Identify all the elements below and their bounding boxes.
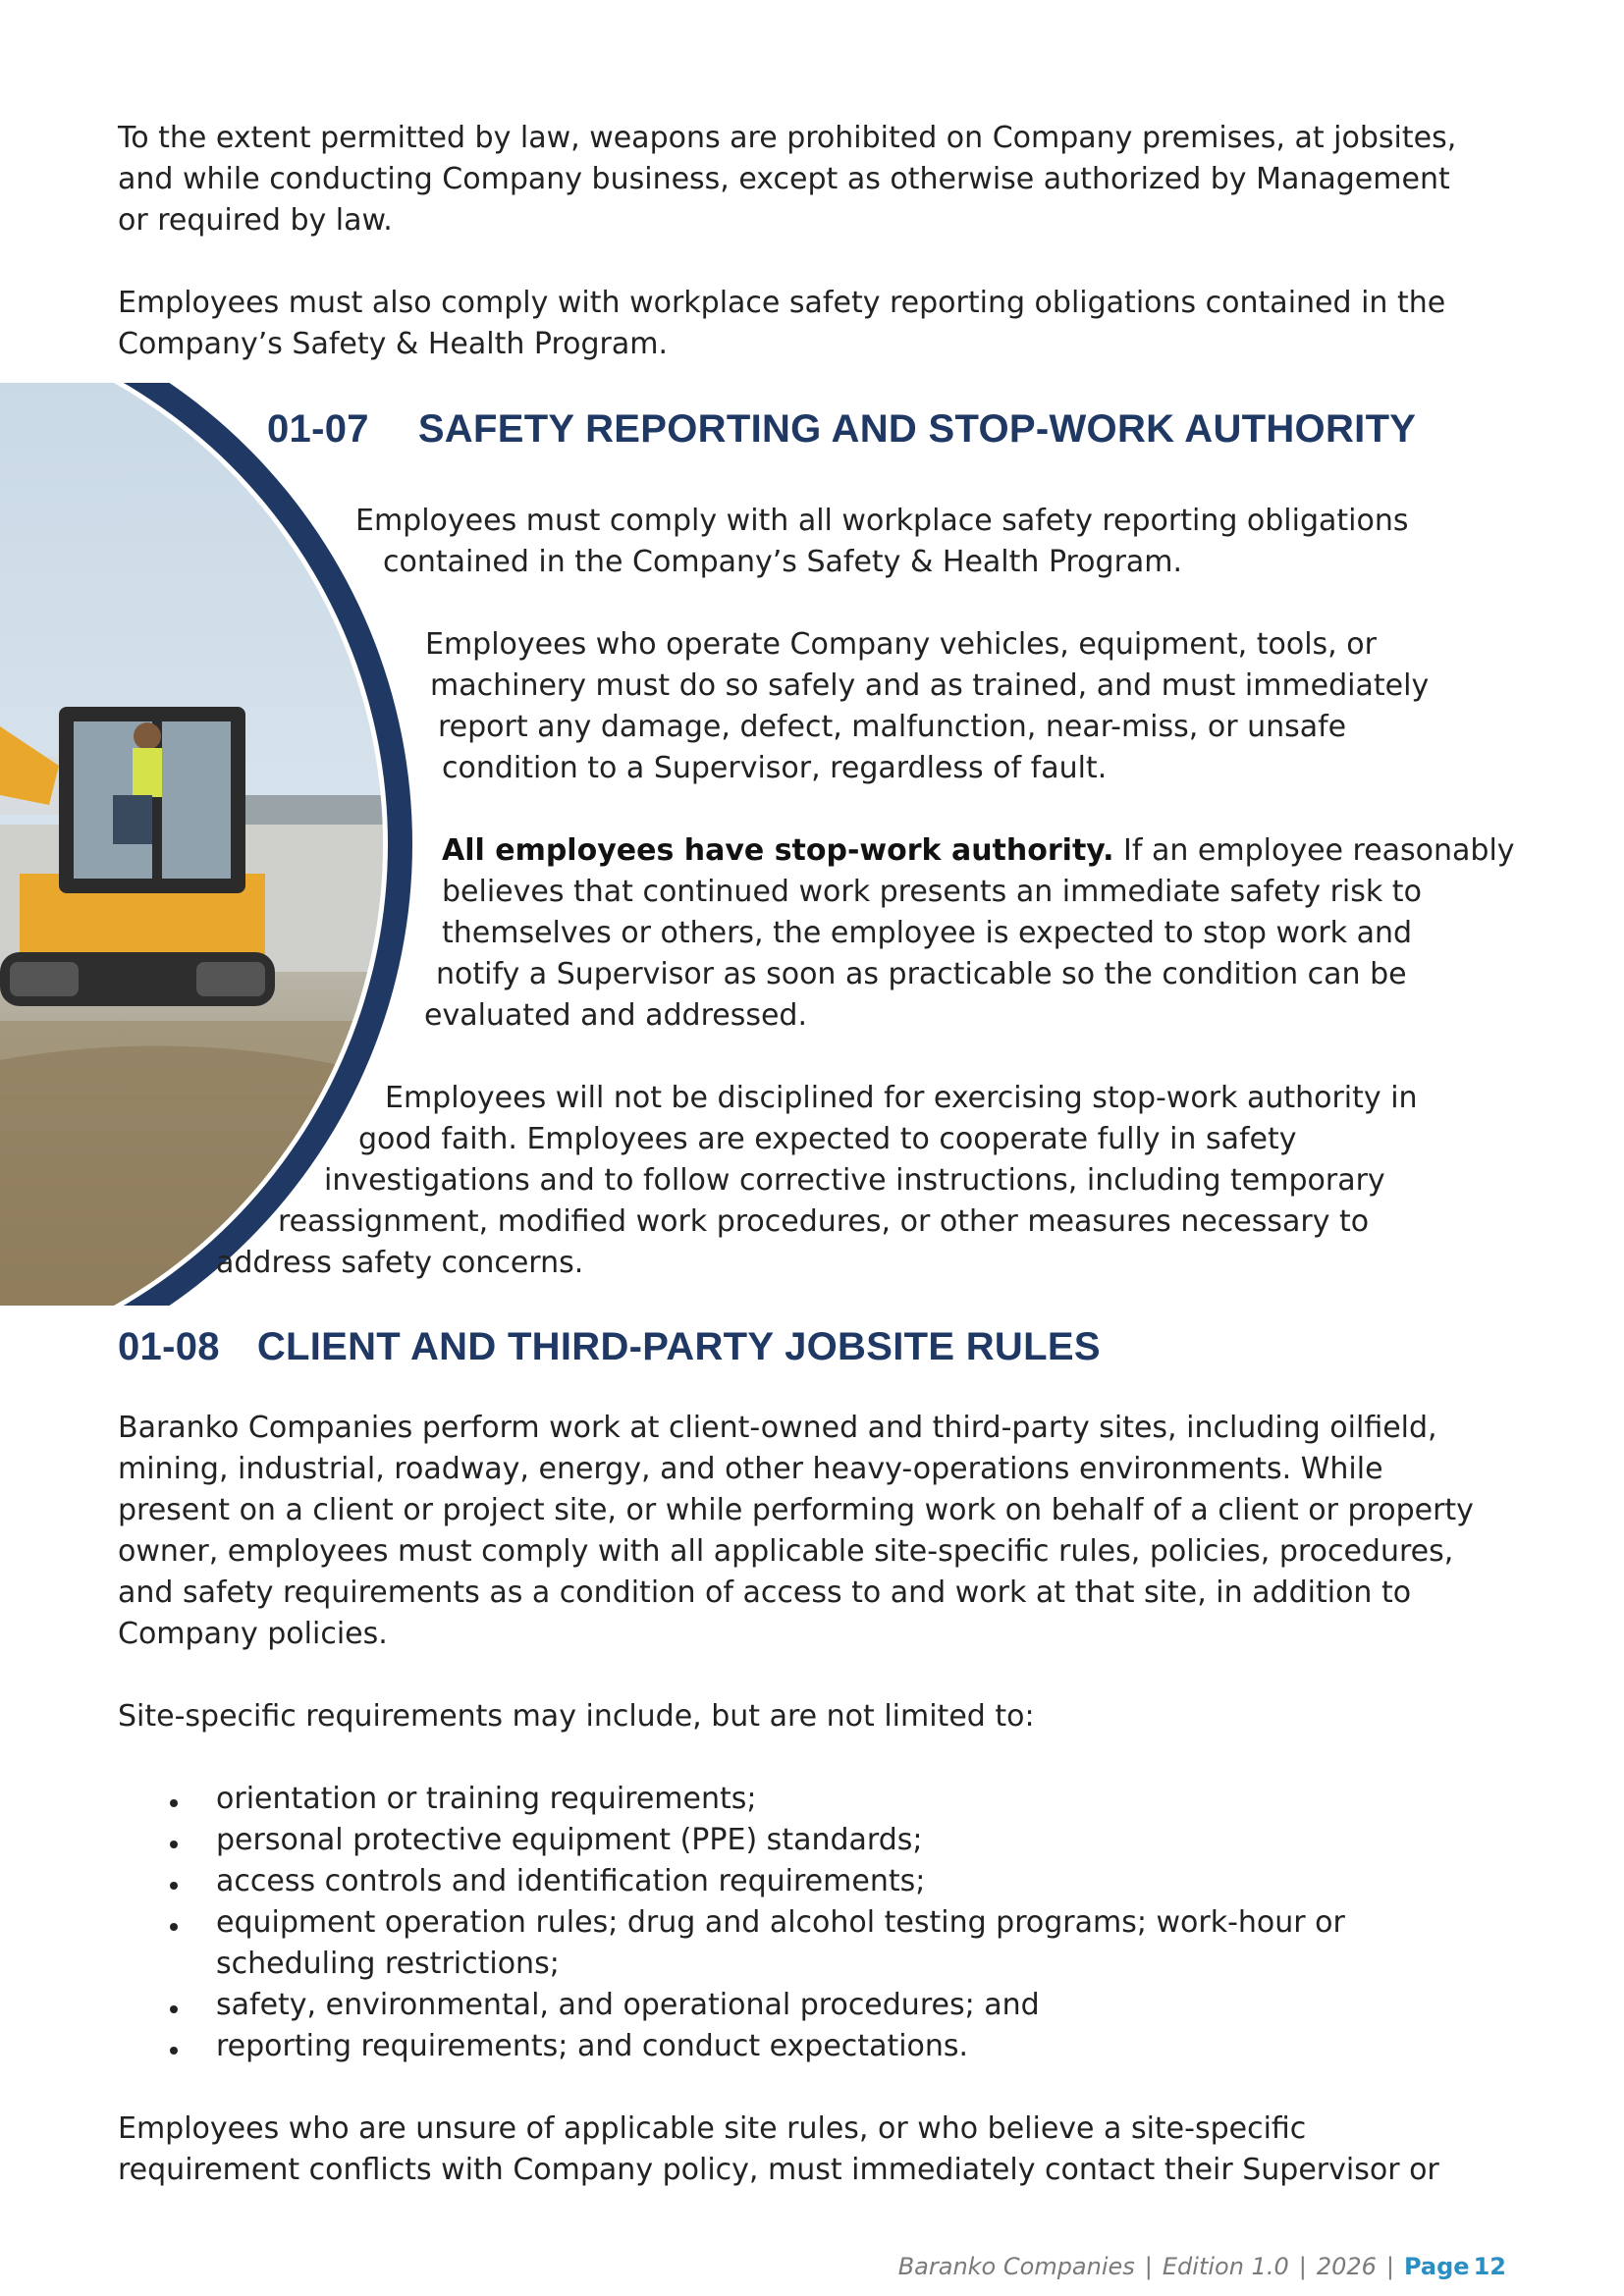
footer-edition: Edition 1.0 bbox=[1162, 2253, 1289, 2280]
section-number: 01-08 bbox=[118, 1325, 220, 1368]
bullet-item-1: orientation or training requirements; bbox=[216, 1782, 757, 1816]
page-footer bbox=[898, 2253, 1506, 2280]
bullet-dot bbox=[170, 1923, 178, 1931]
s2-p1-line-3: present on a client or project site, or while performing work on behalf of a client or property bbox=[118, 1493, 1474, 1527]
bullet-item-5: safety, environmental, and operational procedures; and bbox=[216, 1988, 1040, 2022]
s1-p4-line-3: investigations and to follow corrective instructions, including temporary bbox=[324, 1163, 1385, 1198]
intro-paragraph-2-line-2: Company’s Safety & Health Program. bbox=[118, 327, 669, 361]
s1-p3-line-2: believes that continued work presents an immediate safety risk to bbox=[442, 875, 1422, 909]
bullet-dot bbox=[170, 2047, 178, 2055]
s1-p2-line-3: report any damage, defect, malfunction, near-miss, or unsafe bbox=[438, 710, 1347, 744]
s1-p2-line-4: condition to a Supervisor, regardless of fault. bbox=[442, 751, 1108, 785]
bullet-item-3: access controls and identification requirements; bbox=[216, 1864, 926, 1898]
s1-p4-line-2: good faith. Employees are expected to cooperate fully in safety bbox=[358, 1122, 1297, 1156]
s2-p1-line-2: mining, industrial, roadway, energy, and other heavy-operations environments. While bbox=[118, 1452, 1383, 1486]
intro-paragraph-2-line-1: Employees must also comply with workplace safety reporting obligations contained in the bbox=[118, 286, 1446, 320]
s1-p4-line-5: address safety concerns. bbox=[216, 1246, 584, 1280]
s2-p1-line-1: Baranko Companies perform work at client-owned and third-party sites, including oilfield, bbox=[118, 1411, 1437, 1445]
footer-page-number: 12 bbox=[1473, 2253, 1506, 2280]
s2-p3-line-1: Employees who are unsure of applicable site rules, or who believe a site-specific bbox=[118, 2111, 1307, 2146]
section-heading-01-07 bbox=[267, 407, 1416, 452]
s2-p1-line-5: and safety requirements as a condition of access to and work at that site, in addition to bbox=[118, 1575, 1412, 1610]
s1-p2-line-2: machinery must do so safely and as trained, and must immediately bbox=[430, 668, 1430, 703]
s1-p2-line-1: Employees who operate Company vehicles, equipment, tools, or bbox=[425, 627, 1377, 662]
s2-p2: Site-specific requirements may include, but are not limited to: bbox=[118, 1699, 1035, 1734]
section-heading-01-08 bbox=[118, 1325, 1101, 1369]
s1-p1-line-1: Employees must comply with all workplace safety reporting obligations bbox=[355, 504, 1409, 538]
intro-paragraph-1-line-2: and while conducting Company business, except as otherwise authorized by Management bbox=[118, 162, 1450, 196]
bullet-item-4-line-1: equipment operation rules; drug and alcohol testing programs; work-hour or bbox=[216, 1905, 1345, 1940]
s1-p3-line-4: notify a Supervisor as soon as practicable so the condition can be bbox=[436, 957, 1407, 991]
s1-p3-line-3: themselves or others, the employee is expected to stop work and bbox=[442, 916, 1413, 950]
section-title: SAFETY REPORTING AND STOP-WORK AUTHORITY bbox=[417, 407, 1417, 451]
bullet-dot bbox=[170, 2005, 178, 2013]
s1-p3-line-1 bbox=[442, 830, 1515, 872]
bullet-dot bbox=[170, 1841, 178, 1848]
intro-paragraph-1-line-1: To the extent permitted by law, weapons are prohibited on Company premises, at jobsites, bbox=[118, 121, 1457, 155]
footer-separator: | bbox=[1385, 2253, 1394, 2280]
section-title: CLIENT AND THIRD-PARTY JOBSITE RULES bbox=[256, 1325, 1101, 1368]
footer-separator: | bbox=[1144, 2253, 1153, 2280]
footer-year: 2026 bbox=[1316, 2253, 1377, 2280]
footer-company: Baranko Companies bbox=[897, 2253, 1135, 2280]
s2-p1-line-4: owner, employees must comply with all applicable site-specific rules, policies, procedures, bbox=[118, 1534, 1454, 1569]
s1-p1-line-2: contained in the Company’s Safety & Health Program. bbox=[383, 545, 1183, 579]
intro-paragraph-1-line-3: or required by law. bbox=[118, 203, 393, 238]
bullet-item-6: reporting requirements; and conduct expectations. bbox=[216, 2029, 969, 2063]
footer-page-label: Page bbox=[1403, 2253, 1470, 2280]
bullet-dot bbox=[170, 1882, 178, 1890]
s2-p1-line-6: Company policies. bbox=[118, 1617, 388, 1651]
bullet-dot bbox=[170, 1799, 178, 1807]
bullet-item-2: personal protective equipment (PPE) standards; bbox=[216, 1823, 923, 1857]
s1-p4-line-1: Employees will not be disciplined for exercising stop-work authority in bbox=[385, 1081, 1418, 1115]
bullet-item-4-line-2: scheduling restrictions; bbox=[216, 1947, 560, 1981]
s1-p3-rest: If an employee reasonably bbox=[1113, 833, 1515, 868]
s1-p3-line-5: evaluated and addressed. bbox=[424, 998, 807, 1033]
section-number: 01-07 bbox=[267, 407, 369, 451]
s2-p3-line-2: requirement conflicts with Company policy, must immediately contact their Supervisor or bbox=[118, 2153, 1439, 2187]
s1-p3-bold: All employees have stop-work authority. bbox=[442, 833, 1114, 868]
s1-p4-line-4: reassignment, modified work procedures, or other measures necessary to bbox=[278, 1204, 1370, 1239]
footer-separator: | bbox=[1298, 2253, 1307, 2280]
